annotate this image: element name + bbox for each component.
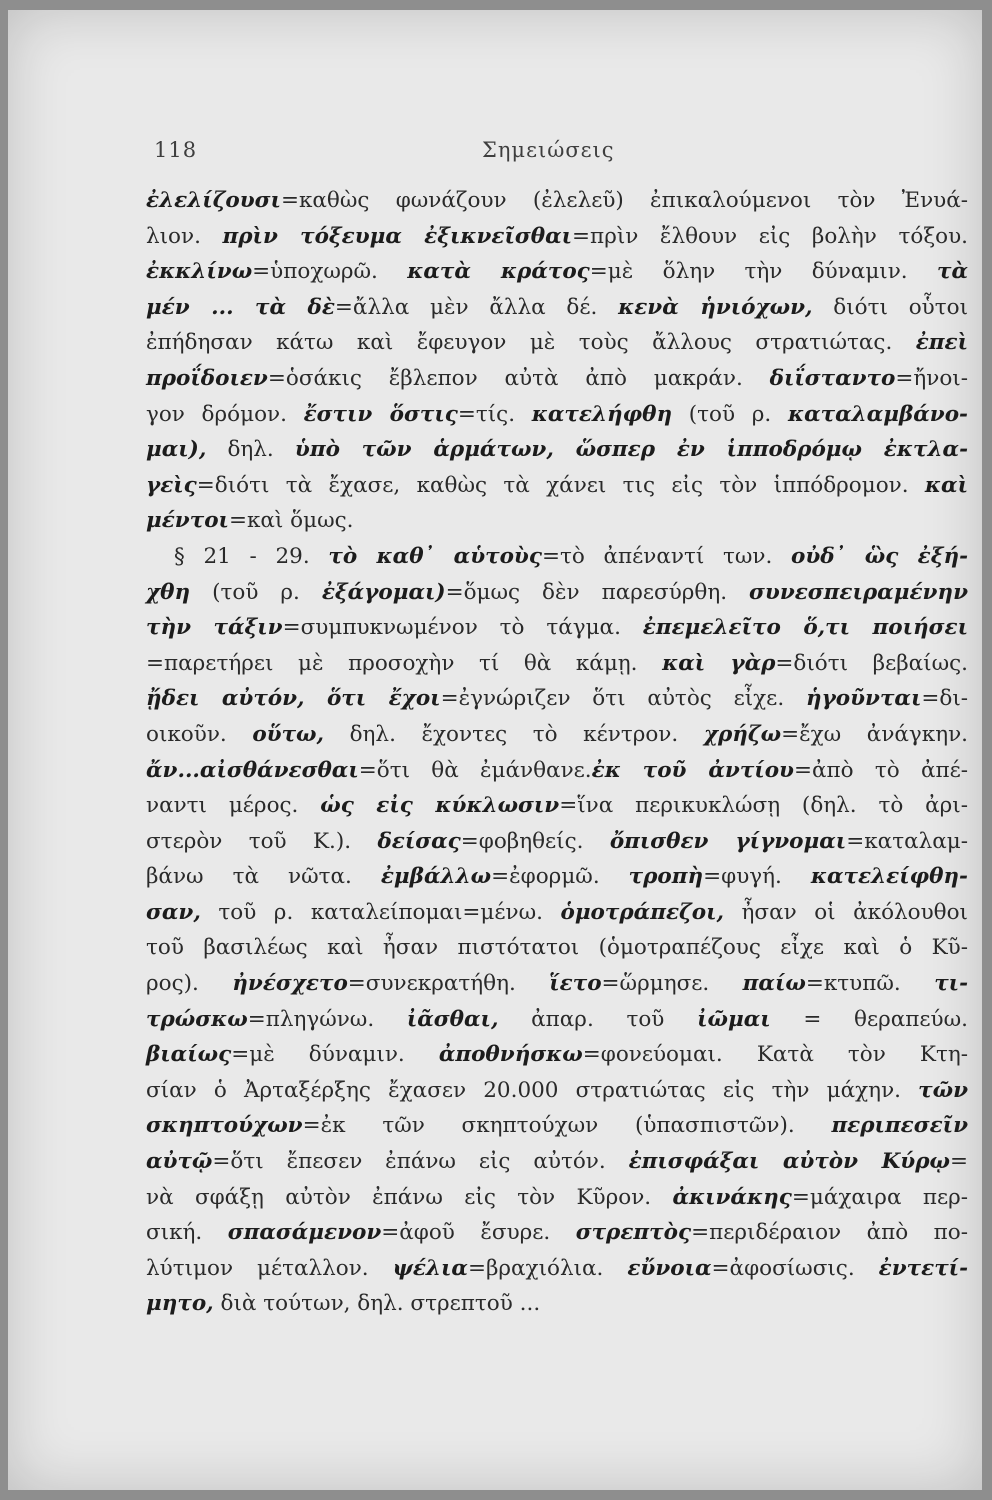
gloss-text: =μάχαιρα περ- (791, 1184, 968, 1210)
lemma-term: ἀκινάκης (672, 1184, 792, 1210)
gloss-text: διὰ τούτων, δηλ. στρεπτοῦ ... (213, 1291, 541, 1317)
lemma-term: ἐκκλίνω (146, 259, 253, 285)
gloss-text: (τοῦ ρ. (190, 579, 322, 605)
lemma-term: βιαίως (146, 1042, 232, 1068)
gloss-text: σίαν ὁ Ἀρταξέρξης ἔχασεν 20.000 στρατιώτας εἰς τὴν μάχην. (146, 1077, 919, 1103)
gloss-text: =συνεκρατήθη. (347, 971, 550, 997)
lemma-term: διΐσταντο (769, 365, 896, 391)
lemma-term: κατελείφθη- (810, 864, 968, 890)
gloss-text: =ἤνοι- (895, 365, 968, 391)
text-line (146, 361, 968, 397)
page-header (154, 138, 982, 168)
gloss-text: = (950, 1149, 969, 1175)
notes-body (146, 183, 968, 1322)
lemma-term: σαν, (146, 899, 201, 925)
lemma-term: συνεσπειραμένην (749, 579, 968, 605)
gloss-text: § 21 - 29. (174, 543, 329, 569)
text-line (146, 610, 968, 646)
text-line (146, 1037, 968, 1073)
gloss-text: ναντι μέρος. (146, 793, 321, 819)
gloss-text: =καθὼς φωνάζουν (ἐλελεῦ) ἐπικαλούμενοι τὸν Ἐνυά- (280, 188, 968, 213)
gloss-text: =βραχιόλια. (467, 1255, 628, 1281)
text-line (146, 1215, 968, 1251)
gloss-text: =ὁσάκις ἔβλεπον αὐτὰ ἀπὸ μακράν. (267, 365, 770, 391)
text-line (146, 824, 968, 860)
text-line (146, 397, 968, 433)
lemma-term: προΐδοιεν (146, 365, 268, 391)
lemma-term: καταλαμβάνο- (787, 401, 968, 427)
text-line (146, 1251, 968, 1287)
text-line (146, 859, 968, 895)
lemma-term: τὰ (936, 259, 968, 285)
gloss-text: δηλ. ἔχοντες τὸ κέντρον. (324, 721, 704, 747)
lemma-term: τὴν τάξιν (146, 615, 283, 641)
lemma-term: ἰᾶσθαι, (406, 1006, 499, 1032)
text-line (146, 468, 968, 504)
lemma-term: αὐτῷ (146, 1149, 213, 1175)
gloss-text: =ἐγνώριζεν ὅτι αὐτὸς εἶχε. (440, 686, 806, 712)
lemma-term: στρεπτὸς (575, 1220, 692, 1246)
lemma-term: οὕτω, (252, 721, 325, 747)
gloss-text: βάνω τὰ νῶτα. (146, 864, 381, 890)
lemma-term: μαι), (146, 437, 207, 463)
gloss-text: =πρὶν ἔλθουν εἰς βολὴν τόξου. (572, 223, 969, 249)
lemma-term: καὶ (924, 472, 968, 498)
text-line (146, 1144, 968, 1180)
lemma-term: πρὶν τόξευμα ἐξικνεῖσθαι (222, 223, 573, 249)
gloss-text: =δι- (921, 686, 969, 712)
text-line (146, 681, 968, 717)
gloss-text: ἐπήδησαν κάτω καὶ ἔφευγον μὲ τοὺς ἄλλους στρατιώτας. (146, 330, 916, 356)
lemma-term: τι- (934, 971, 968, 997)
text-line (146, 966, 968, 1002)
gloss-text: =διότι τὰ ἔχασε, καθὼς τὰ χάνει τις εἰς τὸν ἱππόδρομον. (196, 472, 925, 498)
lemma-term: ἐπεὶ (915, 330, 968, 356)
gloss-text: =μὲ ὅλην τὴν δύναμιν. (589, 259, 937, 285)
lemma-term: εὔνοια (627, 1255, 712, 1281)
gloss-text: =κτυπῶ. (805, 971, 935, 997)
gloss-text: =ἄλλα μὲν ἄλλα δέ. (334, 294, 619, 320)
gloss-text: =συμπυκνωμένον τὸ τάγμα. (282, 615, 643, 641)
gloss-text: (τοῦ ρ. (672, 401, 788, 427)
text-line (146, 325, 968, 361)
lemma-term: ἐντετί- (878, 1255, 968, 1281)
lemma-term: χρήζω (703, 721, 782, 747)
lemma-term: χθη (146, 579, 191, 605)
text-line (146, 1286, 968, 1322)
gloss-text: ἀπαρ. τοῦ (498, 1006, 698, 1032)
gloss-text: σική. (146, 1220, 228, 1246)
gloss-text: =ὅτι ἔπεσεν ἐπάνω εἰς αὐτόν. (212, 1149, 629, 1175)
text-line (146, 183, 968, 219)
gloss-text: =ὥρμησε. (601, 971, 743, 997)
lemma-term: ἐκ τοῦ ἀντίου (591, 757, 794, 783)
gloss-text: νὰ σφάξῃ αὐτὸν ἐπάνω εἰς τὸν Κῦρον. (146, 1184, 673, 1210)
lemma-term: δείσας (377, 828, 461, 854)
gloss-text: =ὅτι θὰ ἐμάνθανε. (358, 757, 592, 783)
lemma-term: ἰῶμαι (697, 1006, 771, 1032)
gloss-text: =τὸ ἀπέναντί των. (541, 543, 792, 569)
lemma-term: τῶν (918, 1077, 968, 1103)
lemma-term: ὡς εἰς κύκλωσιν (320, 793, 560, 819)
text-line (146, 254, 968, 290)
lemma-term: κατελήφθη (531, 401, 673, 427)
lemma-term: ἠνέσχετο (232, 971, 348, 997)
lemma-term: σκηπτούχων (146, 1113, 303, 1139)
lemma-term: ἔστιν ὅστις (303, 401, 458, 427)
lemma-term: ἐπεμελεῖτο ὅ,τι ποιήσει (642, 615, 968, 641)
gloss-text: =ὑποχωρῶ. (252, 259, 408, 285)
gloss-text: δηλ. (206, 437, 295, 463)
lemma-term: σπασάμενον (227, 1220, 382, 1246)
text-line (146, 432, 968, 468)
text-line (146, 1073, 968, 1109)
gloss-text: =ἀφοσίωσις. (711, 1255, 879, 1281)
lemma-term: καὶ γὰρ (662, 650, 776, 676)
gloss-text: =ἀπὸ τὸ ἀπέ- (793, 757, 968, 783)
text-line (146, 753, 968, 789)
gloss-text: λιον. (146, 223, 223, 249)
lemma-term: ἐπισφάξαι αὐτὸν Κύρῳ (628, 1149, 950, 1175)
text-line (146, 930, 968, 966)
gloss-text: =παρετήρει μὲ προσοχὴν τί θὰ κάμῃ. (146, 650, 663, 676)
text-line (146, 646, 968, 682)
text-line (146, 503, 968, 539)
gloss-text: = θεραπεύω. (770, 1006, 968, 1032)
gloss-text: τοῦ βασιλέως καὶ ἦσαν πιστότατοι (ὁμοτραπέζους εἶχε καὶ ὁ Κῦ- (146, 935, 968, 961)
gloss-text: =διότι βεβαίως. (775, 650, 968, 676)
lemma-term: γεὶς (146, 472, 197, 498)
lemma-term: παίω (742, 971, 806, 997)
gloss-text: =φοβηθείς. (460, 828, 610, 854)
lemma-term: κενὰ ἡνιόχων, (618, 294, 813, 320)
gloss-text: =μὲ δύναμιν. (231, 1042, 439, 1068)
lemma-term: μέν ... τὰ δὲ (146, 294, 335, 320)
text-line (146, 290, 968, 326)
gloss-text: =ἵνα περικυκλώσῃ (δηλ. τὸ ἀρι- (559, 793, 968, 819)
lemma-term: ἵετο (549, 971, 602, 997)
gloss-text: =πληγώνω. (247, 1006, 407, 1032)
lemma-term: ἡγοῦνται (805, 686, 922, 712)
running-title: Σημειώσεις (482, 138, 615, 162)
lemma-term: ὁμοτράπεζοι, (560, 899, 724, 925)
lemma-term: ἐμβάλλω (380, 864, 492, 890)
lemma-term: ᾔδει αὐτόν, ὅτι ἔχοι (146, 686, 441, 712)
lemma-term: τροπὴ (628, 864, 704, 890)
text-line (146, 219, 968, 255)
page-number: 118 (154, 138, 198, 162)
gloss-text: οικοῦν. (146, 721, 253, 747)
lemma-term: ἄν...αἰσθάνεσθαι (146, 757, 359, 783)
gloss-text: =τίς. (457, 401, 532, 427)
gloss-text: λύτιμον μέταλλον. (146, 1255, 393, 1281)
gloss-text: =ἐκ τῶν σκηπτούχων (ὑπασπιστῶν). (302, 1113, 832, 1139)
text-line (146, 1108, 968, 1144)
gloss-text: =καταλαμ- (846, 828, 968, 854)
gloss-text: τοῦ ρ. καταλείπομαι=μένω. (200, 899, 561, 925)
gloss-text: στερὸν τοῦ Κ.). (146, 828, 378, 854)
gloss-text: =ὅμως δὲν παρεσύρθη. (445, 579, 750, 605)
text-line (146, 1002, 968, 1038)
lemma-term: μέντοι (146, 508, 229, 534)
lemma-term: ψέλια (392, 1255, 468, 1281)
lemma-term: τὸ καθ᾿ αὑτοὺς (328, 543, 542, 569)
gloss-text: =καὶ ὅμως. (228, 508, 354, 534)
lemma-term: τρώσκω (146, 1006, 248, 1032)
lemma-term: οὐδ᾿ ὣς ἐξή- (791, 543, 968, 569)
text-line (146, 539, 968, 575)
lemma-term: περιπεσεῖν (831, 1113, 968, 1139)
lemma-term: ἐλελίζουσι (146, 188, 281, 213)
text-line (146, 575, 968, 611)
lemma-term: ὄπισθεν γίγνομαι (609, 828, 847, 854)
gloss-text: =φονεύομαι. Κατὰ τὸν Κτη- (582, 1042, 969, 1068)
lemma-term: μητο, (146, 1291, 214, 1317)
lemma-term: ἀποθνήσκω (438, 1042, 583, 1068)
gloss-text: =ἀφοῦ ἔσυρε. (381, 1220, 576, 1246)
gloss-text: ρος). (146, 971, 233, 997)
text-line (146, 788, 968, 824)
gloss-text: γον δρόμον. (146, 401, 304, 427)
gloss-text: διότι οὗτοι (812, 294, 968, 320)
lemma-term: κατὰ κράτος (407, 259, 590, 285)
gloss-text: =ἐφορμῶ. (491, 864, 629, 890)
gloss-text: =φυγή. (703, 864, 811, 890)
text-line (146, 717, 968, 753)
gloss-text: =περιδέραιον ἀπὸ πο- (691, 1220, 969, 1246)
lemma-term: ἐξάγομαι) (321, 579, 446, 605)
text-line (146, 895, 968, 931)
gloss-text: ἦσαν οἱ ἀκόλουθοι (723, 899, 968, 925)
text-line (146, 1180, 968, 1216)
lemma-term: ὑπὸ τῶν ἁρμάτων, ὥσπερ ἐν ἱπποδρόμῳ ἐκτλα- (294, 437, 968, 463)
gloss-text: =ἔχω ἀνάγκην. (781, 721, 968, 747)
